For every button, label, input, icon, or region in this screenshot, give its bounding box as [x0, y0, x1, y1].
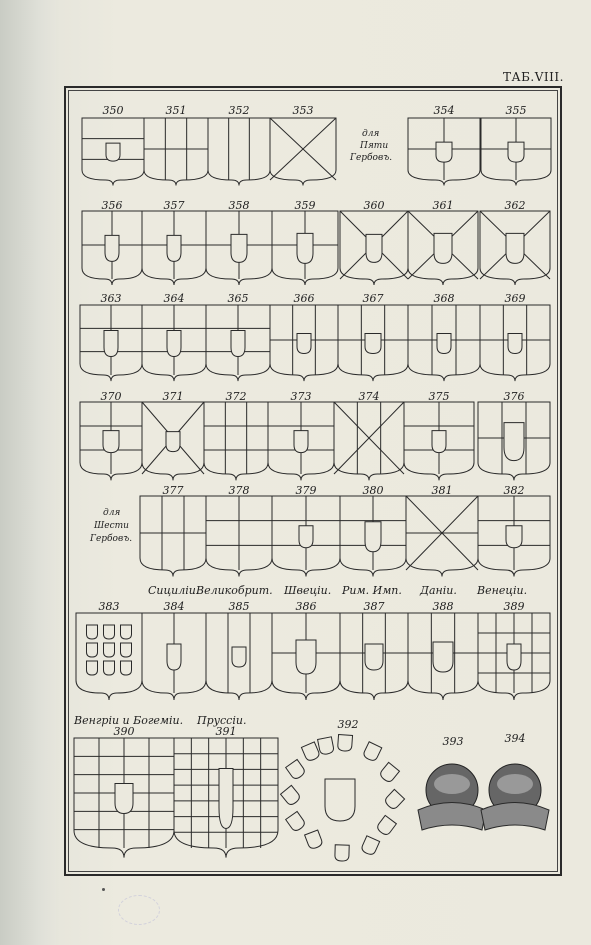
label-six-shields-1: для — [103, 508, 121, 518]
figure-number: 353 — [292, 104, 314, 117]
caption-venice: Венеціи. — [477, 584, 528, 597]
figure-number: 383 — [98, 600, 120, 613]
figure-number: 357 — [163, 199, 185, 212]
label-six-shields-2: Шести — [94, 521, 129, 531]
figure-number: 393 — [442, 735, 464, 748]
figure-number: 390 — [113, 725, 135, 738]
figure-number: 394 — [504, 732, 526, 745]
caption-prussia: Пруссіи. — [197, 714, 247, 727]
caption-denmark: Даніи. — [420, 584, 457, 597]
figure-number: 377 — [162, 484, 184, 497]
figure-number: 362 — [504, 199, 526, 212]
figure-number: 367 — [362, 292, 384, 305]
figure-number: 376 — [503, 390, 525, 403]
figure-number: 375 — [428, 390, 450, 403]
figure-number: 371 — [162, 390, 184, 403]
figure-number: 380 — [362, 484, 384, 497]
figure-number: 392 — [337, 718, 359, 731]
caption-sicily: Сициліи. — [148, 584, 200, 597]
figure-number: 355 — [505, 104, 527, 117]
figure-number: 382 — [503, 484, 525, 497]
figure-number: 350 — [102, 104, 124, 117]
caption-roman-empire: Рим. Имп. — [342, 584, 402, 597]
figure-number: 361 — [432, 199, 454, 212]
label-five-shields-3: Гербовъ. — [350, 153, 393, 163]
figure-number: 365 — [227, 292, 249, 305]
ink-dot — [102, 888, 105, 891]
figure-number: 391 — [215, 725, 237, 738]
figure-number: 366 — [293, 292, 315, 305]
plate-title: ТАБ.VIII. — [503, 70, 564, 84]
figure-number: 354 — [433, 104, 455, 117]
label-six-shields-3: Гербовъ. — [90, 534, 133, 544]
figure-number: 352 — [228, 104, 250, 117]
figure-number: 386 — [295, 600, 317, 613]
figure-number: 387 — [363, 600, 385, 613]
caption-sweden: Швеціи. — [284, 584, 332, 597]
library-stamp — [118, 895, 160, 925]
figure-number: 379 — [295, 484, 317, 497]
figure-number: 356 — [101, 199, 123, 212]
figure-number: 359 — [294, 199, 316, 212]
figure-number: 373 — [290, 390, 312, 403]
caption-britain: Великобрит. — [196, 584, 273, 597]
label-five-shields-1: для — [362, 129, 380, 139]
figure-number: 381 — [431, 484, 453, 497]
figure-number: 384 — [163, 600, 185, 613]
figure-number: 385 — [228, 600, 250, 613]
figure-number: 372 — [225, 390, 247, 403]
figure-number: 368 — [433, 292, 455, 305]
figure-number: 378 — [228, 484, 250, 497]
figure-number: 363 — [100, 292, 122, 305]
figure-number: 389 — [503, 600, 525, 613]
caption-hungary-bohemia: Венгріи и Богеміи. — [74, 714, 184, 727]
figure-number: 358 — [228, 199, 250, 212]
label-five-shields-2: Пяти — [360, 141, 389, 151]
figure-number: 374 — [358, 390, 380, 403]
figure-number: 369 — [504, 292, 526, 305]
figure-number: 364 — [163, 292, 185, 305]
figure-number: 388 — [432, 600, 454, 613]
figure-number: 370 — [100, 390, 122, 403]
figure-number: 351 — [165, 104, 187, 117]
figure-number: 360 — [363, 199, 385, 212]
